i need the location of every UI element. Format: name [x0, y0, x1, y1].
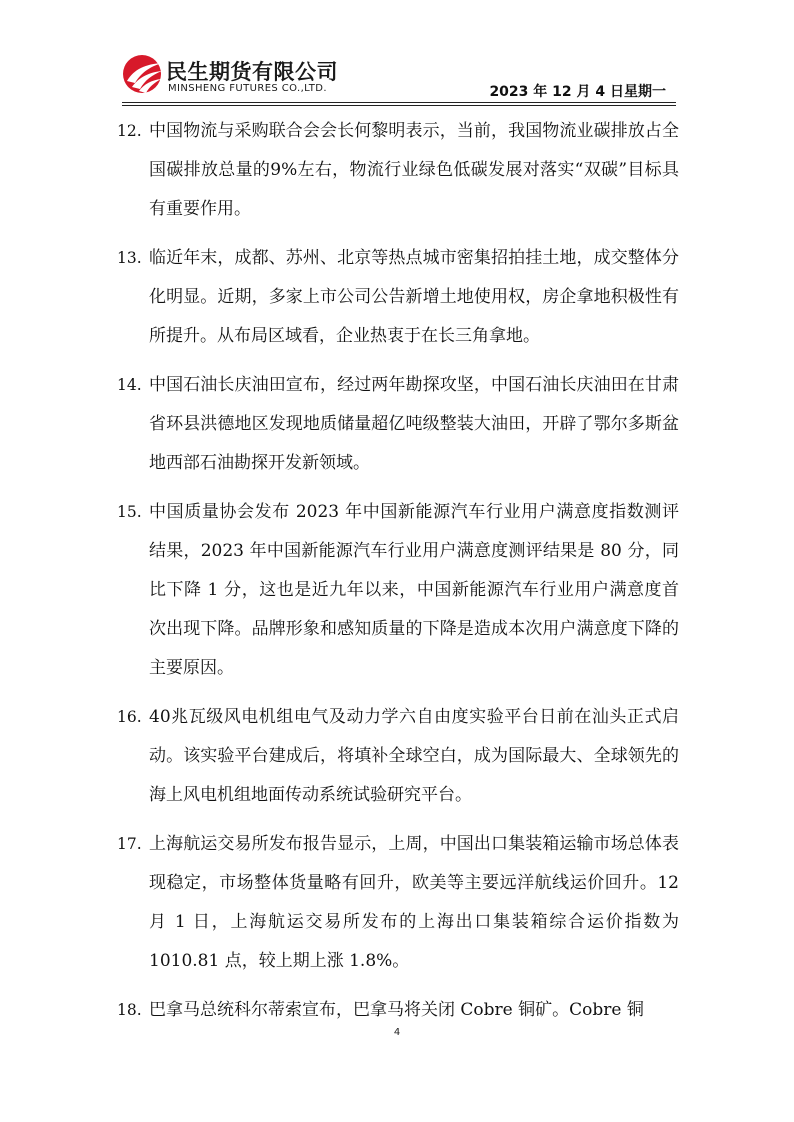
news-item — [117, 239, 679, 356]
news-item — [117, 825, 679, 981]
page-number: 4 — [393, 1027, 401, 1038]
news-list — [117, 112, 679, 1040]
item-text: 上海航运交易所发布报告显示，上周，中国出口集装箱运输市场总体表现稳定，市场整体货量略有回升，欧美等主要远洋航线运价回升。12 月 1 日，上海航运交易所发布的上海出口集装箱综合运价指数为 1010.81 点，较上期上涨 1.8%。 — [149, 834, 679, 971]
item-number: 16. — [117, 708, 142, 726]
company-name-en: MINSHENG FUTURES CO.,LTD. — [168, 83, 327, 94]
item-text: 临近年末，成都、苏州、北京等热点城市密集招拍挂土地，成交整体分化明显。近期，多家上市公司公告新增土地使用权，房企拿地积极性有所提升。从布局区域看，企业热衷于在长三角拿地。 — [149, 248, 679, 346]
news-item — [117, 493, 679, 688]
news-item — [117, 366, 679, 483]
item-text: 中国质量协会发布 2023 年中国新能源汽车行业用户满意度指数测评结果，2023 年中国新能源汽车行业用户满意度测评结果是 80 分，同比下降 1 分，这也是近九年以来，中国新能源汽车行业用户满意度首次出现下降。品牌形象和感知质量的下降是造成本次用户满意度下降的主要原因。 — [149, 502, 679, 678]
item-text: 巴拿马总统科尔蒂索宣布，巴拿马将关闭 Cobre 铜矿。Cobre 铜 — [149, 1000, 644, 1020]
item-number: 13. — [117, 249, 142, 267]
item-text: 中国石油长庆油田宣布，经过两年勘探攻坚，中国石油长庆油田在甘肃省环县洪德地区发现地质储量超亿吨级整装大油田，开辟了鄂尔多斯盆地西部石油勘探开发新领域。 — [149, 375, 679, 473]
item-number: 12. — [117, 122, 142, 140]
item-number: 18. — [117, 1001, 142, 1019]
item-text: 40兆瓦级风电机组电气及动力学六自由度实验平台日前在汕头正式启动。该实验平台建成后，将填补全球空白，成为国际最大、全球领先的海上风电机组地面传动系统试验研究平台。 — [149, 707, 679, 805]
news-item — [117, 112, 679, 229]
minsheng-logo-icon — [122, 52, 166, 96]
news-item — [117, 991, 679, 1030]
item-text: 中国物流与采购联合会会长何黎明表示，当前，我国物流业碳排放占全国碳排放总量的9%左右，物流行业绿色低碳发展对落实“双碳”目标具有重要作用。 — [149, 121, 679, 219]
report-date: 2023 年 12 月 4 日星期一 — [489, 84, 666, 100]
news-item — [117, 698, 679, 815]
header-rule — [122, 102, 676, 103]
item-number: 14. — [117, 376, 142, 394]
company-logo — [122, 52, 362, 98]
item-number: 15. — [117, 503, 142, 521]
header-rule-secondary — [122, 105, 676, 106]
page-header — [0, 0, 794, 106]
item-number: 17. — [117, 835, 142, 853]
company-name-cn: 民生期货有限公司 — [166, 60, 338, 84]
